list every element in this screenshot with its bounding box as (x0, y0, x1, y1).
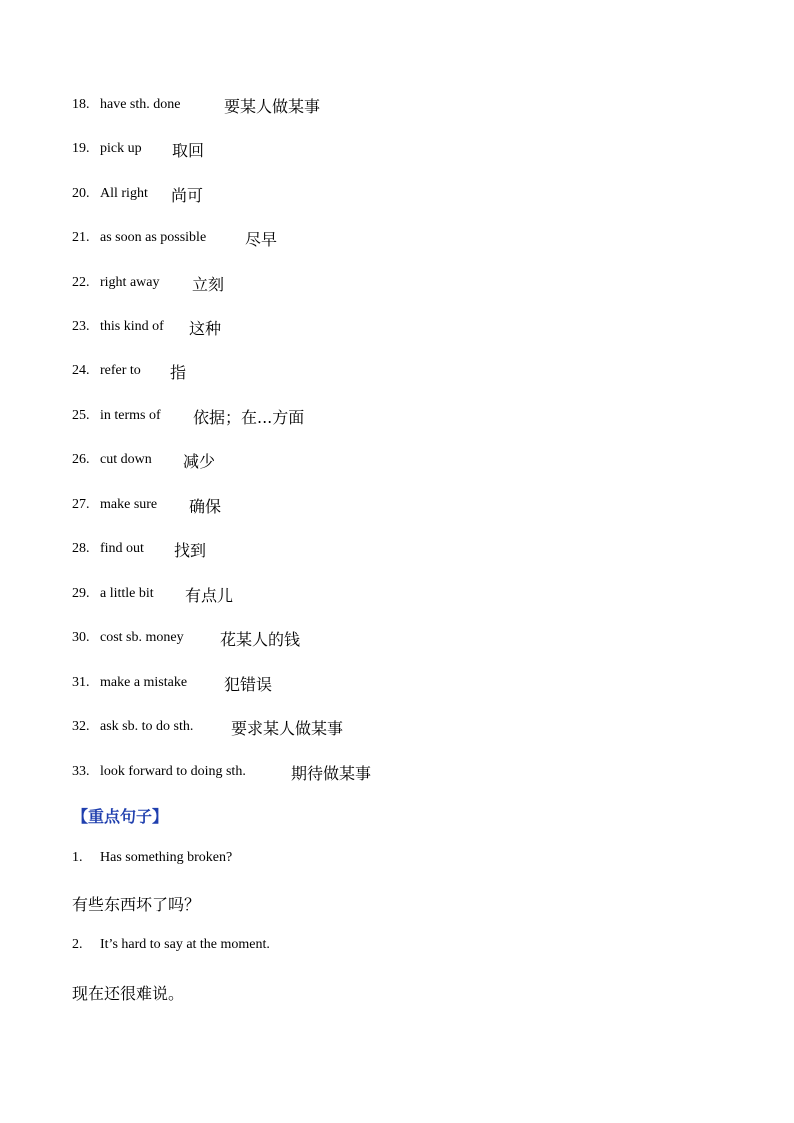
phrase-chinese: 指 (170, 362, 187, 382)
phrase-item (72, 93, 320, 117)
phrase-chinese: 期待做某事 (291, 763, 372, 783)
phrase-chinese: 要求某人做某事 (231, 718, 344, 738)
phrase-item (72, 182, 203, 206)
phrase-english: ask sb. to do sth. (100, 719, 194, 734)
phrase-chinese: 这种 (189, 318, 222, 338)
phrase-english: refer to (100, 363, 141, 378)
phrase-chinese: 确保 (189, 496, 222, 516)
phrase-english: cost sb. money (100, 630, 184, 645)
phrase-chinese: 立刻 (192, 274, 225, 294)
sentence-english-text: Has something broken? (100, 850, 233, 865)
phrase-item (72, 359, 186, 383)
sentence-english (72, 937, 270, 953)
phrase-number: 25. (72, 408, 90, 423)
phrase-english: All right (100, 186, 148, 201)
phrase-item (72, 448, 215, 472)
phrase-number: 26. (72, 452, 90, 467)
phrase-chinese: 取回 (172, 140, 205, 160)
sentence-chinese: 现在还很难说。 (72, 984, 185, 1003)
phrase-chinese: 依据；在...方面 (193, 407, 305, 427)
phrase-chinese: 尚可 (171, 185, 204, 205)
phrase-chinese: 尽早 (245, 229, 278, 249)
phrase-english: make a mistake (100, 675, 188, 690)
phrase-number: 33. (72, 764, 90, 779)
phrase-number: 22. (72, 275, 90, 290)
phrase-number: 32. (72, 719, 90, 734)
phrase-number: 30. (72, 630, 90, 645)
phrase-chinese: 犯错误 (224, 674, 273, 694)
phrase-number: 28. (72, 541, 90, 556)
phrase-chinese: 减少 (183, 451, 216, 471)
phrase-chinese: 有点儿 (185, 585, 234, 605)
sentence-chinese: 有些东西坏了吗？ (72, 895, 201, 914)
phrase-item (72, 715, 343, 739)
phrase-item (72, 582, 233, 606)
phrase-english: right away (100, 275, 160, 290)
sentence-english-text: It’s hard to say at the moment. (100, 937, 270, 952)
phrase-number: 18. (72, 97, 90, 112)
phrase-number: 27. (72, 497, 90, 512)
phrase-number: 23. (72, 319, 90, 334)
phrase-item (72, 626, 300, 650)
phrase-item (72, 537, 206, 561)
phrase-item (72, 760, 371, 784)
phrase-item (72, 137, 204, 161)
phrase-item (72, 226, 277, 250)
phrase-chinese: 要某人做某事 (224, 96, 321, 116)
phrase-english: look forward to doing sth. (100, 764, 246, 779)
phrase-item (72, 493, 221, 517)
phrase-chinese: 花某人的钱 (220, 629, 301, 649)
phrase-english: pick up (100, 141, 142, 156)
phrase-english: in terms of (100, 408, 161, 423)
phrase-english: have sth. done (100, 97, 181, 112)
phrase-number: 20. (72, 186, 90, 201)
section-heading: 【重点句子】 (72, 807, 169, 826)
phrase-number: 19. (72, 141, 90, 156)
phrase-english: make sure (100, 497, 158, 512)
sentence-english (72, 850, 232, 866)
phrase-item (72, 404, 304, 428)
phrase-item (72, 315, 221, 339)
phrase-number: 29. (72, 586, 90, 601)
sentence-number: 2. (72, 937, 83, 952)
phrase-english: a little bit (100, 586, 154, 601)
phrase-english: as soon as possible (100, 230, 207, 245)
phrase-english: cut down (100, 452, 152, 467)
sentence-number: 1. (72, 850, 83, 865)
phrase-number: 21. (72, 230, 90, 245)
phrase-english: find out (100, 541, 144, 556)
phrase-chinese: 找到 (174, 540, 207, 560)
phrase-number: 31. (72, 675, 90, 690)
phrase-item (72, 671, 272, 695)
phrase-item (72, 271, 224, 295)
phrase-english: this kind of (100, 319, 164, 334)
phrase-number: 24. (72, 363, 90, 378)
